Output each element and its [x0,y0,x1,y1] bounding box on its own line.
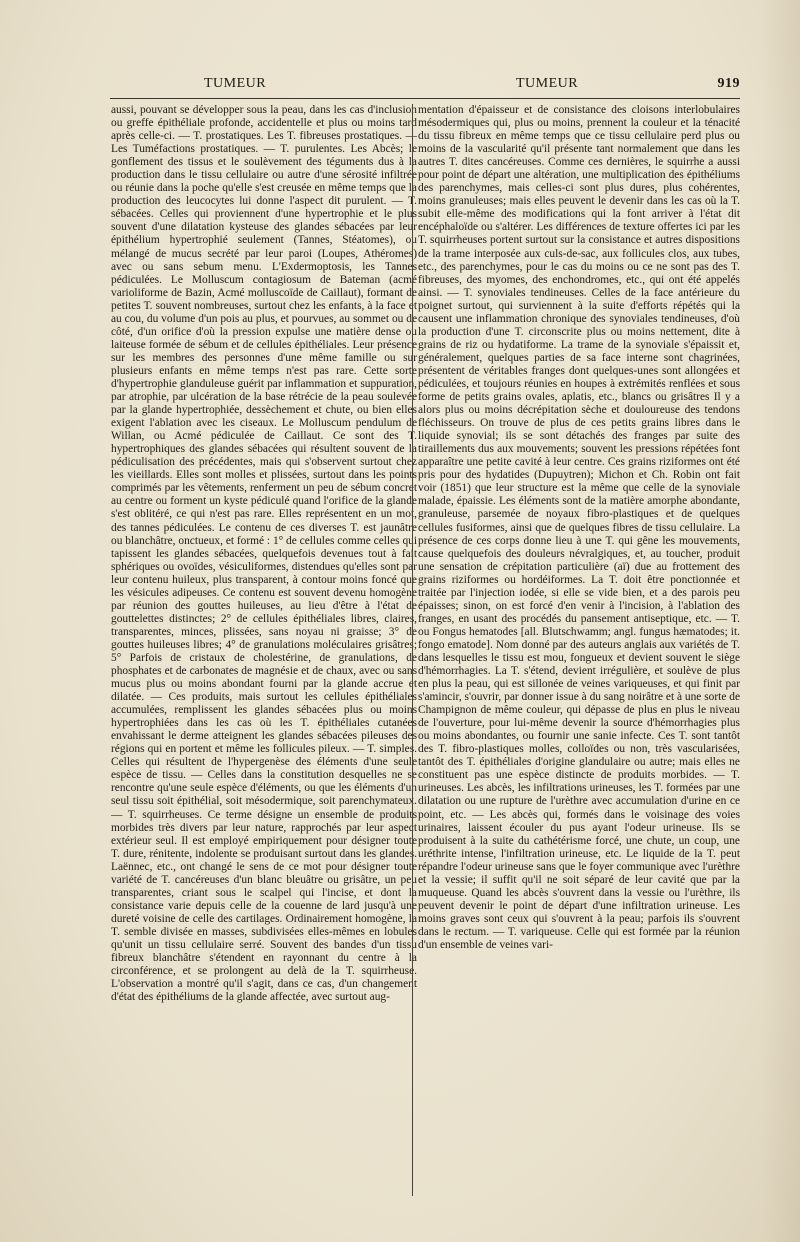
running-head-left: TUMEUR [204,76,267,91]
page-number: 919 [717,76,740,91]
column-divider [412,104,413,1196]
running-head [110,76,740,98]
left-column [111,104,417,1199]
right-column-text: mentation d'épaisseur et de consistance des cloisons interlobulaires mésodermiques qui, plus ou moins, prennent la couleur et la ténacité du tissu fibreux en même temps que ce tissu cellulaire perd plus ou moins de la vascularité qu'il présente tant normalement que dans les autres T. dites cancéreuses. Comme ces dernières, le squirrhe a aussi pour point de départ une altération, une multiplication des épithéliums des parenchymes, mais celles-ci sont plus dures, plus cohérentes, moins granuleuses; mais elles peuvent le devenir dans les cas où la T. subit elle-même des modifications qui la font arriver à l'état dit encéphaloïde ou s'altérer. Les différences de texture offertes ici par les T. squirrheuses portent surtout sur la consistance et autres dispositions de la trame interposée aux culs-de-sac, aux follicules clos, aux tubes, etc., des parenchymes, pour le cas du moins ou ce ne sont pas des T. fibreuses, des myomes, des enchondromes, etc., qui ont été appelés ainsi. — T. synoviales tendineuses. Celles de la face antérieure du poignet surtout, qui surviennent à la suite d'efforts répétés qui la causent une inflammation chronique des synoviales tendineuses, d'où la production d'une T. circonscrite plus ou moins nettement, dite à grains de riz ou hydatiforme. La trame de la synoviale s'épaissit et, généralement, quelques parties de sa face interne sont chagrinées, présentent de véritables franges dont quelques-unes sont allongées et pédiculées, et toujours réunies en houpes à extrémités renflées et sous forme de petits grains ovales, aplatis, etc., blancs ou grisâtres Il y a alors plus ou moins décrépitation sèche et douloureuse des tendons fléchisseurs. On trouve de plus de ces petits grains libres dans le liquide synovial; ils se sont détachés des franges par suite des tiraillements dus aux mouvements; souvent les pressions répétées font apparaître une petite cavité à leur centre. Ces grains riziformes ont été pris pour des hydatides (Dupuytren); Michon et Ch. Robin ont fait voir (1851) que leur structure est la même que celle de la synoviale malade, épaissie. Les éléments sont de la matière amorphe abondante, granuleuse, parsemée de noyaux fibro-plastiques et de quelques cellules fusiformes, ainsi que de quelques fibres de tissu cellulaire. La présence de ces corps donne lieu à une T. qui gêne les mouvements, cause quelquefois des douleurs névralgiques, et, au toucher, produit une sensation de crépitation particulière (aï) due au frottement des grains riziformes ou hordéiformes. La T. doit être ponctionnée et traitée par l'injection iodée, si elle se vide bien, et a des parois peu épaisses; sinon, on est forcé d'en venir à l'incision, à l'ablation des franges, en usant des procédés du pansement antiseptique, etc. — T. ou Fongus hematodes [all. Blutschwamm; angl. fungus hæmatodes; it. fongo ematode]. Nom donné par des auteurs anglais aux variétés de T. dans lesquelles le tissu est mou, fongueux et devient souvent le siège d'hémorrhagies. La T. s'étend, devient irrégulière, et soulève de plus en plus la peau, qui est sillonée de veines variqueuses, et qui finit par s'amincir, s'ouvrir, par donner issue à du sang noirâtre et à une sorte de Champignon de même couleur, qui dépasse de plus en plus le niveau de l'ouverture, pour lui-même devenir la source d'hémorrhagies plus ou moins abondantes, ou fournir une sanie infecte. Ces T. sont tantôt des T. fibro-plastiques molles, colloïdes ou non, très vascularisées, tantôt des T. épithéliales d'origine glandulaire ou autre; mais elles ne constituent pas une espèce distincte de produits morbides. — T. urineuses. Les abcès, les infiltrations urineuses, les T. formées par une dilatation ou une rupture de l'urèthre avec accumulation d'urine en ce point, etc. — Les abcès qui, formés dans le voisinage des voies urinaires, laissent écouler du pus ayant l'odeur urineuse. Ils se produisent à la suite du cathétérisme forcé, une chute, un coup, une uréthrite intense, l'infiltration urineuse, etc. Le liquide de la T. peut répandre l'odeur urineuse sans que le foyer communique avec l'urèthre et la vessie; il suffit qu'il ne soit séparé de leur cavité que par la muqueuse. Quand les abcès s'ouvrent dans la vessie ou l'urèthre, ils peuvent devenir le point de départ d'une infiltration urineuse. Les moins graves sont ceux qui s'ouvrent à la peau; parfois ils s'ouvrent dans le rectum. — T. variqueuse. Celle qui est formée par la réunion d'un ensemble de veines vari- [418,104,740,951]
left-column-text: aussi, pouvant se développer sous la peau, dans les cas d'inclusion ou greffe épithéliale profonde, accidentelle et plus ou moins tard après celle-ci. — T. prostatiques. Les T. fibreuses prostatiques. — Les Tuméfactions prostatiques. — T. purulentes. Les Abcès; le gonflement des tissus et le soulèvement des téguments dus à la production dans le tissu cellulaire ou autre d'une sérosité infiltrée ou réunie dans la poche qu'elle s'est creusée en même temps que la production des leucocytes lui donne l'aspect dit purulent. — T. sébacées. Celles qui proviennent d'une hypertrophie et le plus souvent d'une dilatation kysteuse des glandes sébacées par leur épithélium hypertrophié seulement (Tannes, Stéatomes), ou mélangé de mucus secrété par leur paroi (Loupes, Athéromes) avec ou sans sebum menu. L'Exdermoptosis, les Tannes pédiculées. Le Molluscum contagiosum de Bateman (acmé varioliforme de Bazin, Acmé molluscoïde de Caillaut), formant de petites T. souvent nombreuses, surtout chez les enfants, à la face et au cou, du volume d'un pois au plus, et pourvues, au sommet ou de côté, d'un orifice d'où la pression expulse une matière dense ou laiteuse formée de sébum et de cellules épithéliales. Leur présence sur les membres des personnes d'une même famille ou sur plusieurs enfants en même temps n'est pas rare. Cette sorte d'hypertrophie glanduleuse guérit par inflammation et suppuration, par atrophie, par ulcération de la base rétrécie de la peau soulevée par la glande hypertrophiée, dessèchement et chute, ou bien elles exigent l'ablation avec les ciseaux. Le Molluscum pendulum de Willan, ou Acmé pédiculée de Caillaut. Ce sont des T. hypertrophiques des glandes sébacées qui résultent souvent de la pédiculisation des précédentes, mais qui s'observent surtout chez les vieillards. Elles sont molles et plissées, surtout dans les points comprimés par les vêtements, renferment un peu de sébum concret au centre ou forment un kyste pédiculé quand l'orifice de la glande s'est oblitéré, ce qui n'est pas rare. Elles représentent en un mot, des tannes pédiculées. Le contenu de ces diverses T. est jaunâtre ou blanchâtre, onctueux, et formé : 1° de cellules comme celles qui tapissent les glandes sébacées, quelquefois devenues tout à fait sphériques ou ovoïdes, vésiculiformes, distendues qu'elles sont par leur contenu huileux, plus transparent, à contour moins foncé que les vésicules adipeuses. Ce contenu est souvent devenu homogène par réunion des gouttes huileuses, au lieu d'être à l'état de gouttelettes distinctes; 2° de cellules épithéliales libres, claires, transparentes, minces, plissées, sans noyau ni graisse; 3° de gouttes huileuses libres; 4° de granulations moléculaires grisâtres; 5° Parfois de cristaux de cholestérine, de granulations, de phosphates et de carbonates de magnésie et de chaux, avec ou sans mucus plus ou moins abondant fourni par la glande accrue et dilatée. — Ces produits, mais surtout les cellules épithéliales accumulées, remplissent les glandes sébacées plus ou moins hypertrophiées dans les cas où les T. épithéliales cutanées envahissant le derme atteignent les glandes sébacées pileuses des régions qui en portent et même les follicules pileux. — T. simples. Celles qui résultent de l'hypergenèse des éléments d'une seule espèce de tissu. — Celles dans la constitution desquelles ne se rencontre qu'une seule espèce d'éléments, ou que les éléments d'un seul tissu soit épithélial, soit mésodermique, soit parenchymateux. — T. squirrheuses. Ce terme désigne un ensemble de produits morbides très divers par leur nature, rapprochés par leur aspect extérieur seul. Il est employé empiriquement pour désigner toute T. dure, rénitente, indolente se produisant surtout dans les glandes. Laënnec, etc., ont changé le sens de ce mot pour désigner toute variété de T. cancéreuses d'un blanc bleuâtre ou grisâtre, un peu transparentes, criant sous le scalpel qui l'incise, et dont la consistance varie depuis celle de la couenne de lard jusqu'à une dureté voisine de celle des cartilages. Ordinairement homogène, la T. semble divisée en masses, subdivisées elles-mêmes en lobules qu'unit un tissu cellulaire serré. Souvent des bandes d'un tissu fibreux blanchâtre s'étendent en rayonnant du centre à la circonférence, et se prolongent au delà de la T. squirrheuse. L'observation a montré qu'il s'agit, dans ce cas, d'un changement d'état des épithéliums de la glande affectée, avec surtout aug- [111,104,417,1004]
page-edge-shadow [760,0,800,1242]
header-rule [110,98,740,99]
right-column [418,104,740,1199]
running-head-right: TUMEUR [516,76,579,91]
